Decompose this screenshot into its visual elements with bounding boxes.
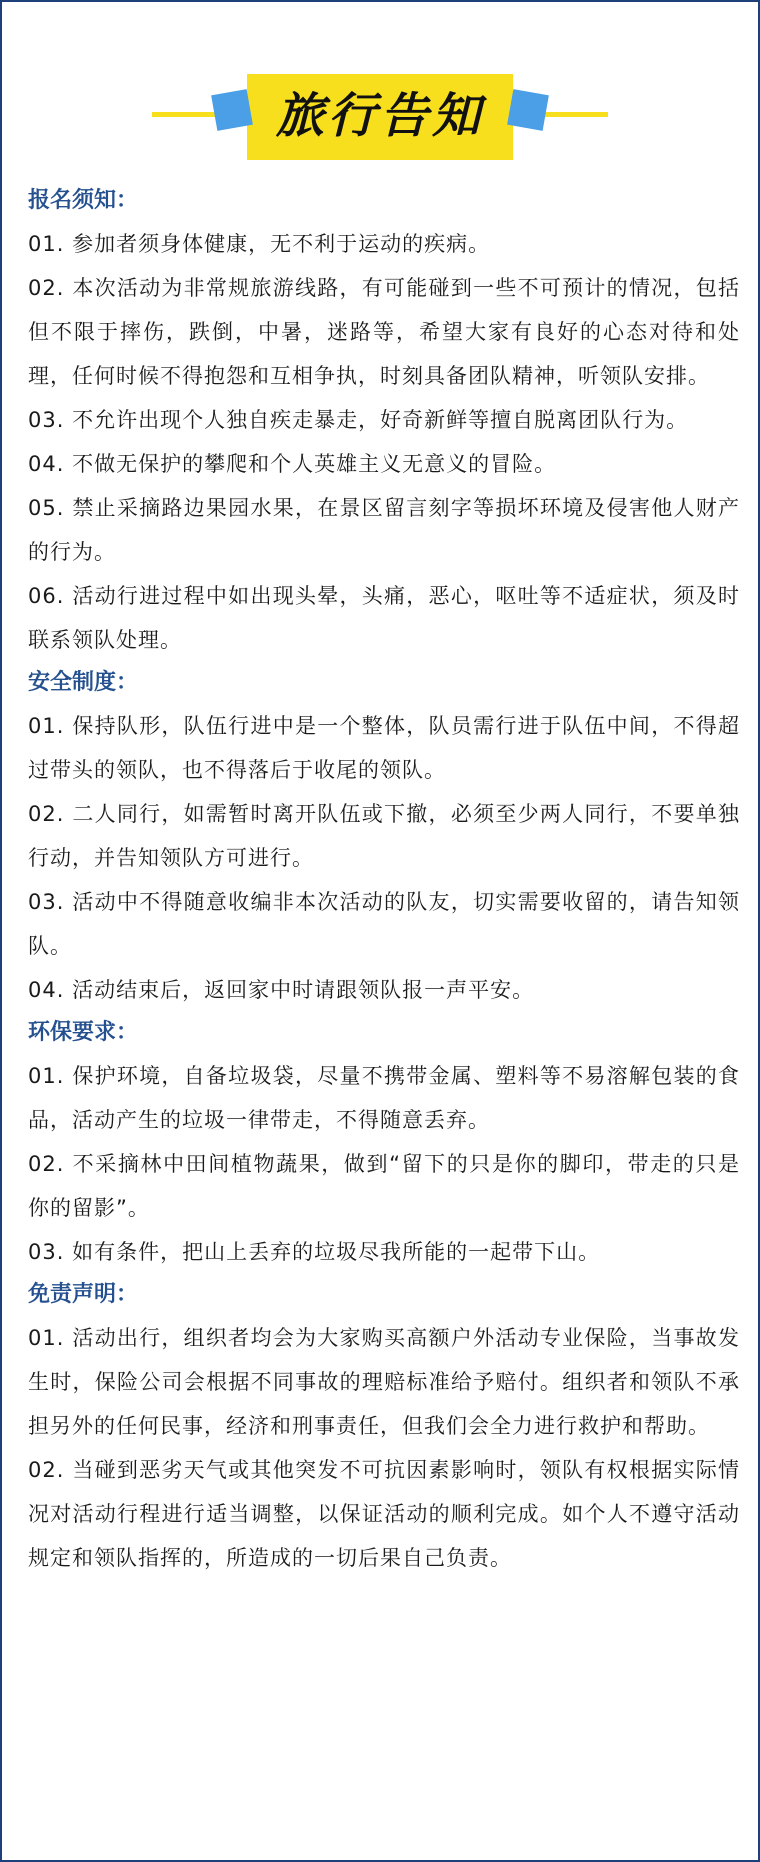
banner-square-right-icon [507,89,549,131]
section-item: 01. 保持队形，队伍行进中是一个整体，队员需行进于队伍中间，不得超过带头的领队，也不得落后于收尾的领队。 [28,714,740,782]
page-title: 旅行告知 [275,88,484,144]
section-safety [28,662,740,1012]
section-item: 01. 保护环境，自备垃圾袋，尽量不携带金属、塑料等不易溶解包装的食品，活动产生的垃圾一律带走，不得随意丢弃。 [28,1064,740,1132]
section-item: 02. 当碰到恶劣天气或其他突发不可抗因素影响时，领队有权根据实际情况对活动行程进行适当调整，以保证活动的顺利完成。如个人不遵守活动规定和领队指挥的，所造成的一切后果自己负责。 [28,1458,740,1570]
section-item: 02. 二人同行，如需暂时离开队伍或下撤，必须至少两人同行，不要单独行动，并告知领队方可进行。 [28,802,740,870]
section-item: 02. 不采摘林中田间植物蔬果，做到“留下的只是你的脚印，带走的只是你的留影”。 [28,1152,740,1220]
section-item: 04. 不做无保护的攀爬和个人英雄主义无意义的冒险。 [28,452,557,476]
section-item: 03. 不允许出现个人独自疾走暴走，好奇新鲜等擅自脱离团队行为。 [28,408,689,432]
section-item: 05. 禁止采摘路边果园水果，在景区留言刻字等损坏环境及侵害他人财产的行为。 [28,496,740,564]
notice-content [28,180,740,1580]
section-title: 报名须知： [28,188,139,213]
section-item: 03. 活动中不得随意收编非本次活动的队友，切实需要收留的，请告知领队。 [28,890,740,958]
section-item: 04. 活动结束后，返回家中时请跟领队报一声平安。 [28,978,535,1002]
section-item: 02. 本次活动为非常规旅游线路，有可能碰到一些不可预计的情况，包括但不限于摔伤，跌倒，中暑，迷路等，希望大家有良好的心态对待和处理，任何时候不得抱怨和互相争执，时刻具备团队精神，听领队安排。 [28,276,740,388]
title-banner [2,68,758,164]
section-item: 01. 参加者须身体健康，无不利于运动的疾病。 [28,232,491,256]
section-title: 环保要求： [28,1020,139,1045]
section-registration [28,180,740,662]
section-item: 06. 活动行进过程中如出现头晕，头痛，恶心，呕吐等不适症状，须及时联系领队处理。 [28,584,740,652]
section-item: 01. 活动出行，组织者均会为大家购买高额户外活动专业保险，当事故发生时，保险公司会根据不同事故的理赔标准给予赔付。组织者和领队不承担另外的任何民事，经济和刑事责任，但我们会全力进行救护和帮助。 [28,1326,740,1438]
section-disclaimer [28,1274,740,1580]
section-item: 03. 如有条件，把山上丢弃的垃圾尽我所能的一起带下山。 [28,1240,601,1264]
section-title: 安全制度： [28,670,139,695]
section-title: 免责声明： [28,1282,139,1307]
section-environment [28,1012,740,1274]
